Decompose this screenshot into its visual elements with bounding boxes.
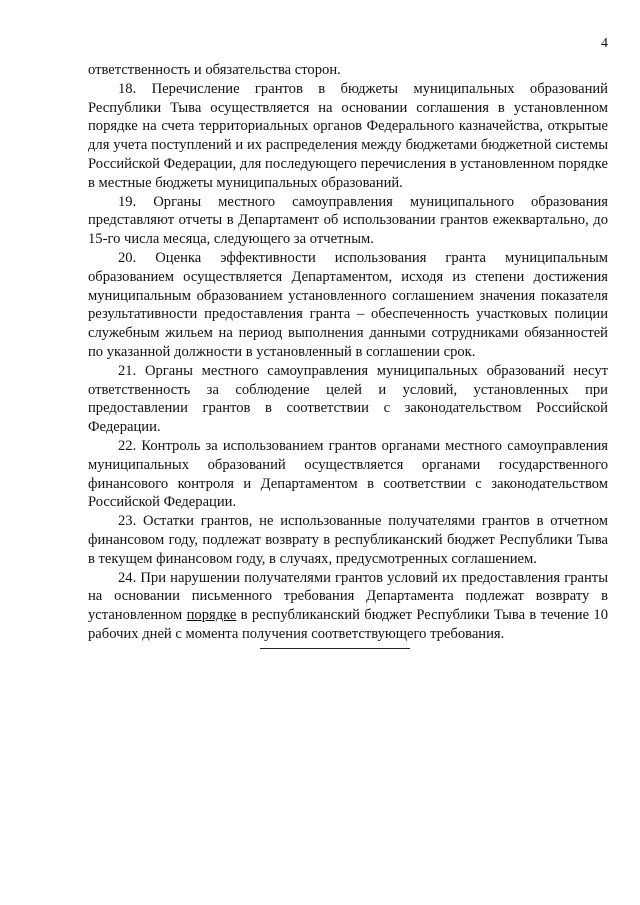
- paragraph-23: 23. Остатки грантов, не использованные получателями грантов в отчетном финансовом году, подлежат возврату в республиканский бюджет Республики Тыва в текущем финансовом году, в случаях, предусмотренных соглашением.: [88, 513, 608, 567]
- paragraph-18: 18. Перечисление грантов в бюджеты муниципальных образований Республики Тыва осуществляется на основании соглашения в установленном порядке на счета территориальных органов Федерального казначейства, открытые для учета поступлений и их распределения между бюджетами бюджетной системы Российской Федерации, для последующего перечисления в установленном порядке в местные бюджеты муниципальных образований.: [88, 80, 608, 191]
- paragraph-22: 22. Контроль за использованием грантов органами местного самоуправления муниципальных образований осуществляется органами государственного финансового контроля и Департаментом в соответствии с законодательством Российской Федерации.: [88, 437, 608, 511]
- paragraph-24-start: 24. При нарушении получателями грантов условий их предоставления гранты на основании письменного требования Департамента подлежат возврату в установленном: [88, 569, 608, 624]
- paragraph-24: [88, 569, 608, 644]
- paragraph-24-end: в республиканский бюджет Республики Тыва в течение 10 рабочих дней с момента получения соответствующего требования.: [88, 607, 608, 642]
- continuation-line: ответственность и обязательства сторон.: [88, 62, 341, 78]
- paragraph-20: 20. Оценка эффективности использования гранта муниципальным образованием осуществляется Департаментом, исходя из степени достижения муниципальным образованием установленного соглашением значения показателя результативности предоставления гранта – обеспеченность участковых полиции служебным жильем на период выполнения данными сотрудниками обязанностей по указанной должности в установленный в соглашении срок.: [88, 249, 608, 360]
- document-body: [88, 61, 608, 644]
- paragraph-19: 19. Органы местного самоуправления муниципального образования представляют отчеты в Департамент об использовании грантов ежеквартально, до 15-го числа месяца, следующего за отчетным.: [88, 193, 608, 248]
- order-link[interactable]: порядке: [186, 607, 237, 624]
- page-number: 4: [601, 36, 608, 51]
- paragraph-21: 21. Органы местного самоуправления муниципальных образований несут ответственность за соблюдение целей и условий, установленных при предоставлении грантов в соответствии с законодательством Российской Федерации.: [88, 362, 608, 436]
- end-separator-line: [260, 648, 410, 649]
